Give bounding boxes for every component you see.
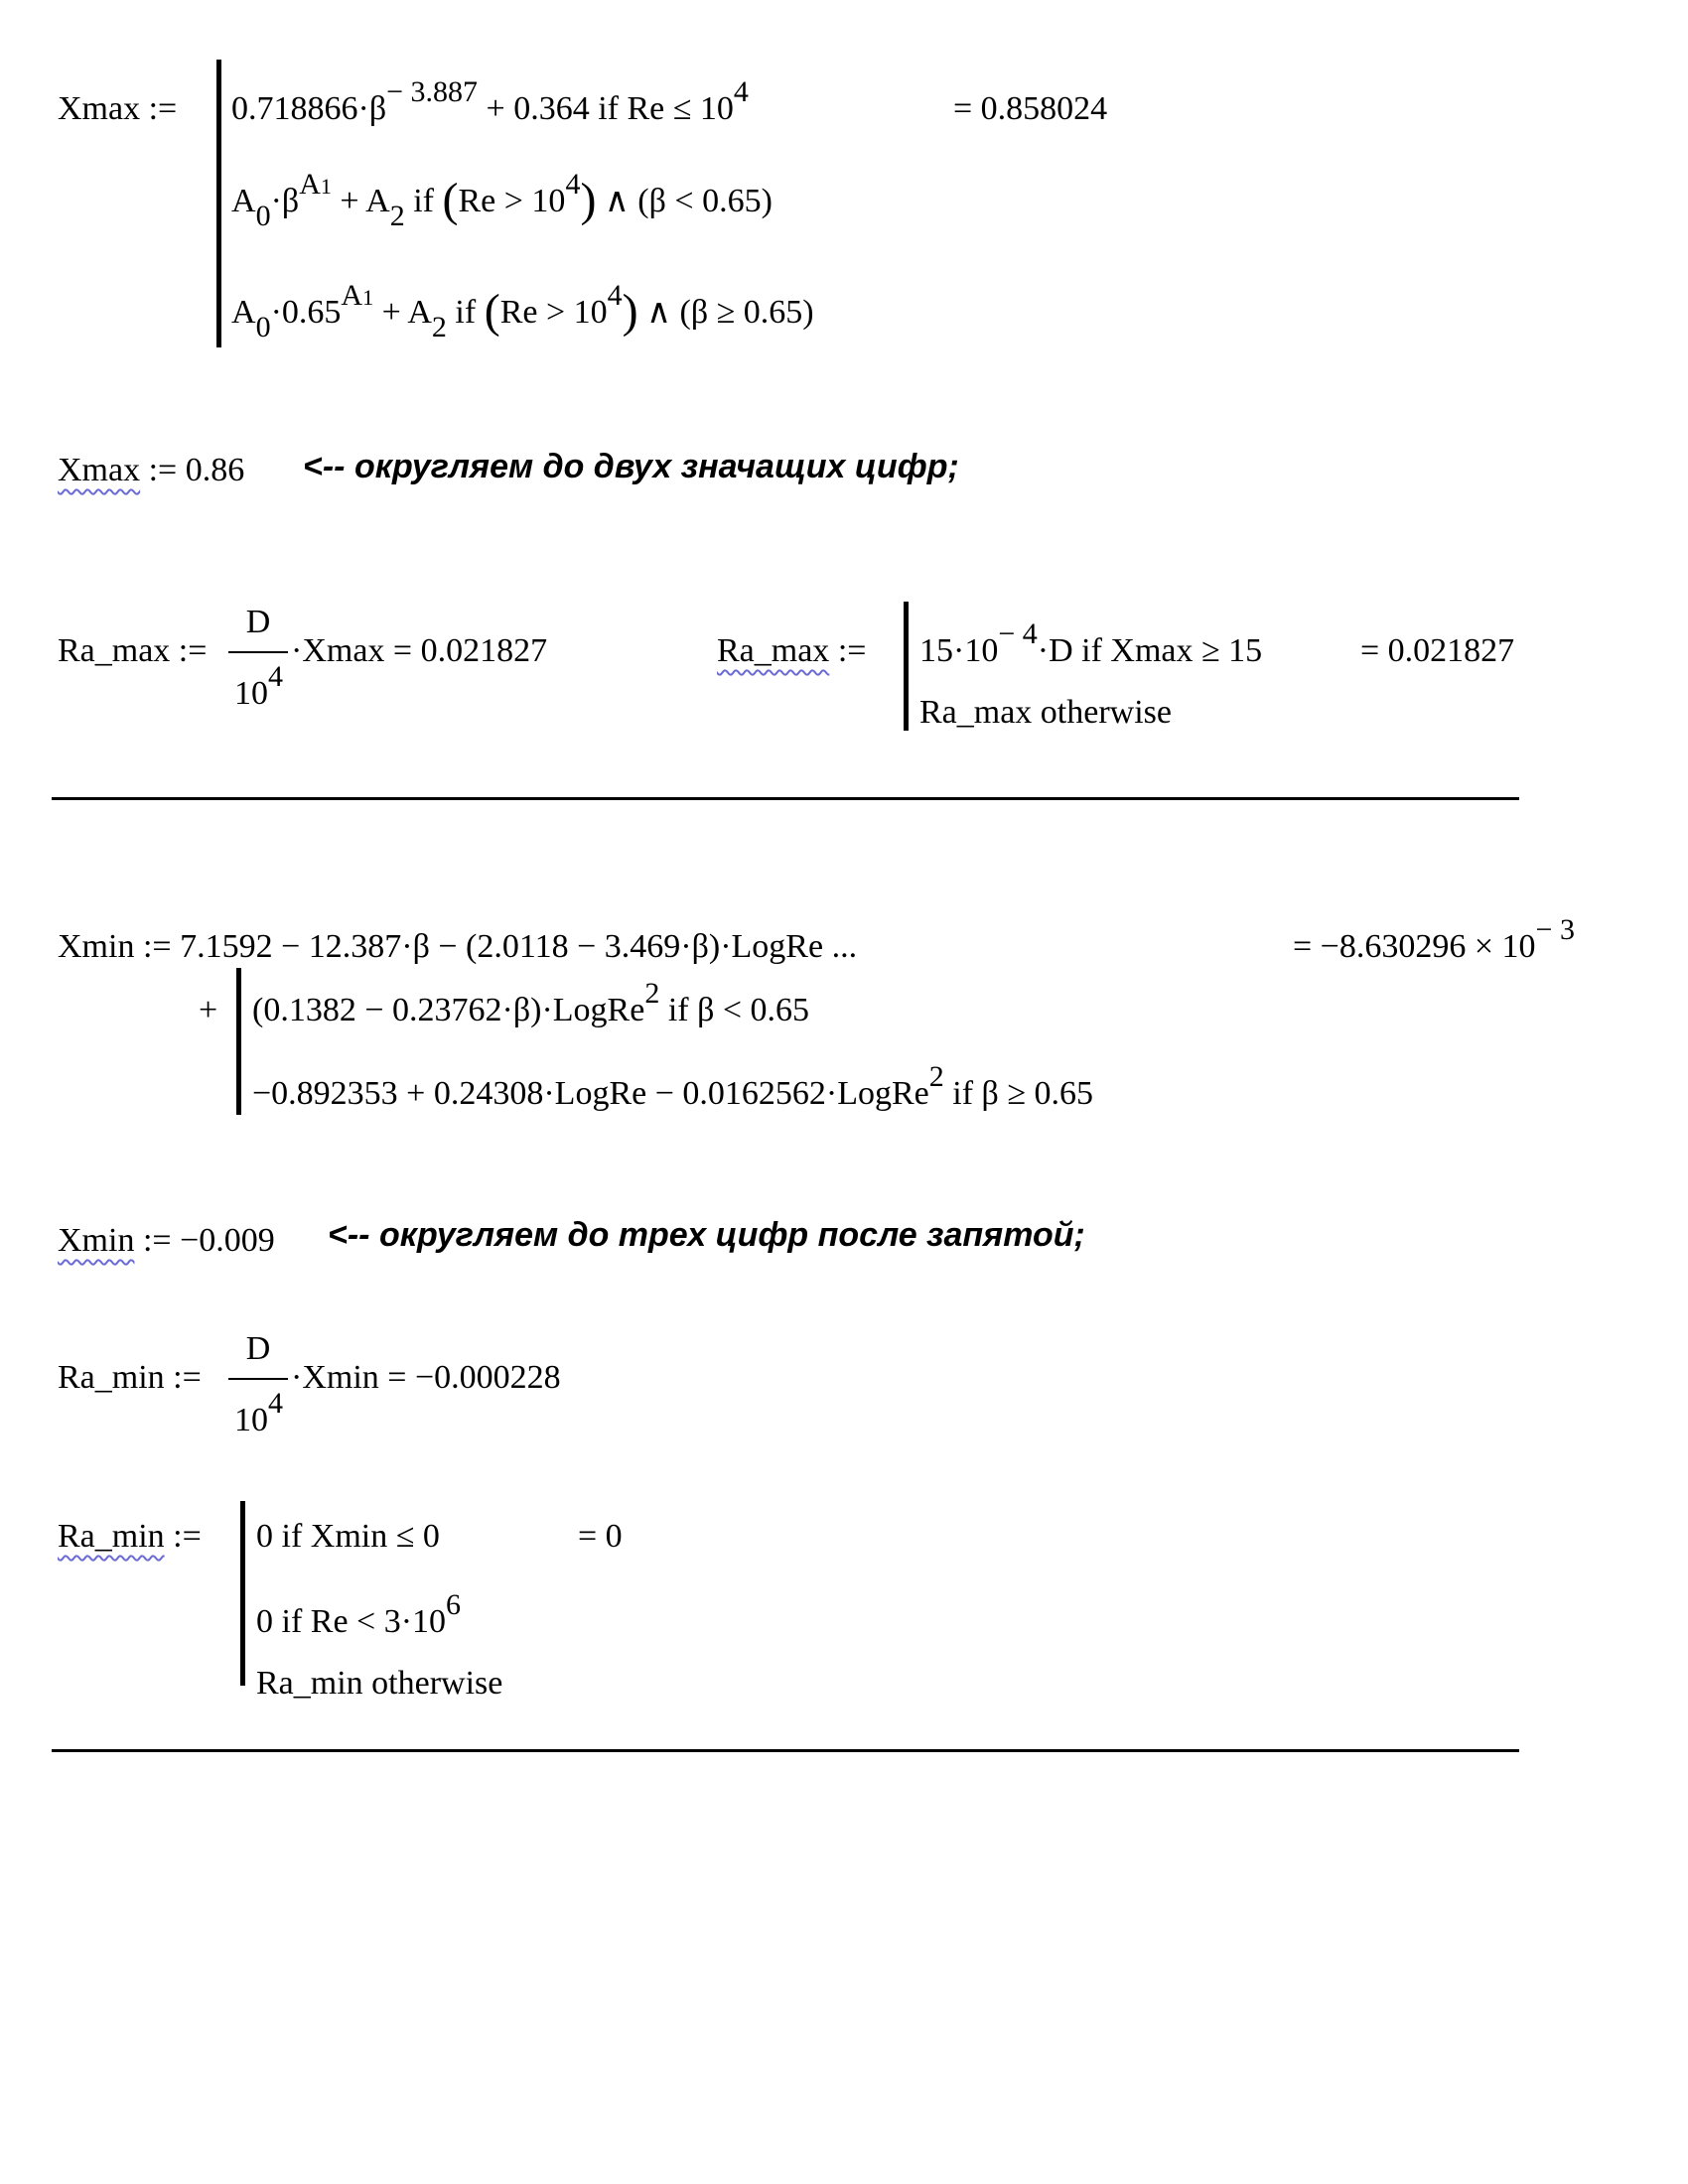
xmax-case-2-exp-sub: 1	[320, 174, 332, 199]
ra-min-rhs: ·Xmin = −0.000228	[291, 1359, 561, 1396]
xmax-case-3	[231, 279, 814, 343]
ra-min-lhs: Ra_min :=	[58, 1359, 202, 1396]
xmax-round-note: <-- округляем до двух значащих цифр;	[303, 448, 959, 485]
ra-min-case-2-sup: 6	[446, 1588, 462, 1621]
xmin-case-1-sup: 2	[644, 977, 660, 1010]
xmax-case-2-re-sup: 4	[565, 168, 581, 201]
xmax-case-2-a: A	[231, 183, 256, 219]
ra-max-denominator-base: 10	[234, 675, 268, 712]
xmax-case-3-a: A	[231, 294, 256, 331]
ra-max-denominator	[234, 660, 314, 713]
xmax-case-2-a-sub: 0	[255, 200, 271, 232]
xmin-round-assign: := −0.009	[134, 1222, 275, 1259]
xmax-case-1-rest: + 0.364 if Re ≤ 10	[478, 90, 734, 127]
xmax-result: = 0.858024	[953, 90, 1108, 127]
ra-max-denominator-sup: 4	[268, 660, 283, 693]
xmin-piecewise-bar	[236, 968, 241, 1115]
xmax-round	[58, 451, 244, 490]
ra-min-piecewise-bar	[240, 1501, 245, 1686]
ra-max-case-1-rest: ·D if Xmax ≥ 15	[1037, 632, 1263, 669]
paren-close: )	[580, 174, 597, 226]
xmin-round-lhs: Xmin	[58, 1222, 135, 1259]
ra-max-rhs: ·Xmax = 0.021827	[291, 632, 548, 669]
xmin-round-note: <-- округляем до трех цифр после запятой;	[328, 1216, 1085, 1254]
section-divider	[52, 1749, 1519, 1752]
xmax-case-2-plus-sub: 2	[389, 200, 405, 232]
ra-max-numerator: D	[245, 604, 271, 640]
xmax-round-assign: := 0.86	[140, 452, 245, 488]
ra-min2-result: = 0	[578, 1518, 623, 1555]
xmin-case-1	[252, 977, 810, 1031]
ra-max-fraction-bar	[228, 651, 288, 653]
xmin-result-value: = −8.630296 × 10	[1293, 928, 1536, 965]
ra-min-numerator: D	[245, 1330, 271, 1367]
ra-min2-assign: :=	[164, 1518, 202, 1555]
xmin-case-2-expr: −0.892353 + 0.24308·LogRe − 0.0162562·LogRe	[252, 1075, 929, 1112]
ra-max2-result: = 0.021827	[1360, 632, 1515, 669]
ra-max-case-1-coef: 15·10	[919, 632, 999, 669]
xmax-case-2-exp-a: A	[299, 168, 321, 201]
xmax-case-1-exponent: − 3.887	[386, 75, 479, 108]
ra-min-case-2	[256, 1588, 462, 1643]
xmax-case-3-exp-sub: 1	[362, 285, 374, 310]
section-divider	[52, 797, 1519, 800]
xmax-lhs: Xmax :=	[58, 90, 178, 127]
paren-close: )	[622, 285, 638, 338]
xmax-case-3-if: if	[446, 294, 485, 331]
xmin-round	[58, 1221, 275, 1261]
paren-open: (	[484, 285, 500, 338]
xmax-case-2	[231, 168, 773, 232]
ra-min-denominator	[234, 1387, 314, 1439]
ra-max-lhs: Ra_max :=	[58, 632, 208, 669]
ra-max-piecewise-bar	[904, 602, 909, 731]
xmin-case-2-sup: 2	[928, 1060, 944, 1093]
xmax-case-2-exp	[299, 168, 332, 201]
ra-max-case-1	[919, 617, 1263, 672]
ra-max-case-2: Ra_max otherwise	[919, 694, 1172, 731]
xmin-case-1-cond: if β < 0.65	[659, 992, 810, 1028]
ra-min-denominator-sup: 4	[268, 1387, 283, 1420]
ra-max2-assign: :=	[829, 632, 867, 669]
xmin-case-2-cond: if β ≥ 0.65	[943, 1075, 1093, 1112]
xmax-case-2-re: Re > 10	[458, 183, 566, 219]
ra-min-fraction-bar	[228, 1378, 288, 1380]
ra-min-case-3: Ra_min otherwise	[256, 1665, 503, 1702]
xmax-case-3-re-sup: 4	[607, 279, 623, 312]
ra-max-case-1-sup: − 4	[998, 617, 1038, 650]
ra-min-denominator-base: 10	[234, 1402, 268, 1438]
xmax-piecewise-bar	[216, 60, 221, 347]
xmax-case-3-tail: ∧ (β ≥ 0.65)	[637, 294, 814, 331]
ra-max2-lhs	[717, 631, 866, 671]
xmin-line-1: Xmin := 7.1592 − 12.387·β − (2.0118 − 3.469·β)·LogRe ...	[58, 928, 858, 965]
xmax-case-1-sup: 4	[733, 75, 749, 108]
ra-min2-lhs	[58, 1517, 202, 1557]
paren-open: (	[442, 174, 459, 226]
xmax-case-1-coef: 0.718866·β	[231, 90, 387, 127]
xmax-case-2-tail: ∧ (β < 0.65)	[596, 183, 773, 219]
xmax-case-3-exp	[341, 279, 373, 312]
xmin-case-2	[252, 1060, 1093, 1115]
xmax-case-2-plus: + A	[331, 183, 390, 219]
xmax-case-3-re: Re > 10	[499, 294, 608, 331]
xmax-case-3-plus: + A	[373, 294, 432, 331]
ra-min-case-1: 0 if Xmin ≤ 0	[256, 1518, 440, 1555]
xmax-case-3-coef: ·0.65	[270, 294, 342, 331]
xmin-result-sup: − 3	[1535, 913, 1575, 946]
xmax-round-lhs: Xmax	[58, 452, 141, 488]
xmin-result	[1293, 913, 1575, 968]
xmax-case-3-plus-sub: 2	[431, 311, 447, 343]
xmax-case-3-a-sub: 0	[255, 311, 271, 343]
xmax-case-2-if: if	[404, 183, 443, 219]
xmin-case-1-expr: (0.1382 − 0.23762·β)·LogRe	[252, 992, 645, 1028]
xmin-plus: +	[199, 992, 218, 1028]
ra-min2-lhs-name: Ra_min	[58, 1518, 165, 1555]
xmax-case-1	[231, 75, 749, 130]
xmax-case-3-exp-a: A	[341, 279, 363, 312]
ra-max2-lhs-name: Ra_max	[717, 632, 830, 669]
ra-min-case-2-expr: 0 if Re < 3·10	[256, 1603, 447, 1640]
xmax-case-2-beta: ·β	[270, 183, 300, 219]
